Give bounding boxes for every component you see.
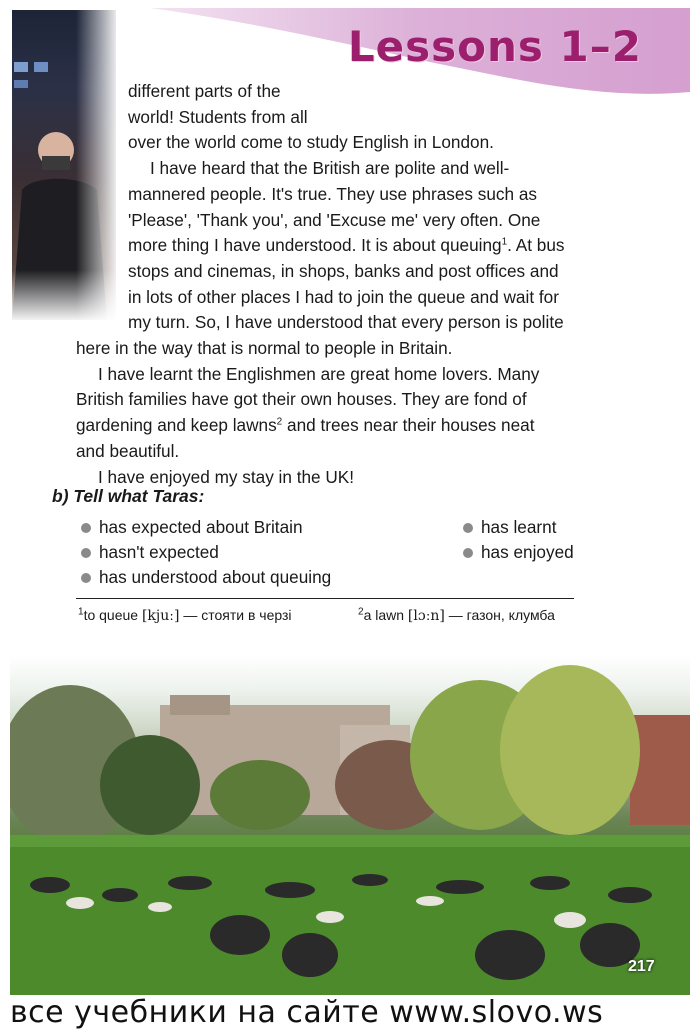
footnote-ipa: [lɔːn]	[407, 608, 445, 624]
text-span: . At bus	[507, 235, 565, 256]
text-line	[128, 233, 565, 259]
bullet-item	[81, 567, 331, 588]
text-line: I have heard that the British are polite and well-	[150, 158, 510, 179]
text-line	[76, 413, 539, 439]
bullet-text: has expected about Britain	[99, 517, 303, 537]
lesson-title: Lessons 1–2	[347, 22, 642, 71]
text-block-top	[128, 79, 565, 336]
footnote-translation: — газон, клумба	[448, 607, 555, 623]
text-line: I have learnt the Englishmen are great home lovers. Many	[98, 363, 540, 384]
text-line: stops and cinemas, in shops, banks and post offices and	[128, 260, 559, 281]
text-line: and beautiful.	[76, 440, 180, 461]
footnote-word: to queue	[83, 607, 139, 623]
bullet-text: has understood about queuing	[99, 567, 332, 587]
text-line: different parts of the	[128, 81, 281, 101]
text-span: more thing I have understood. It is about queuing	[128, 235, 502, 256]
footnote-ref: 2	[276, 416, 283, 428]
footnote-word: a lawn	[363, 607, 405, 623]
text-line: mannered people. It's true. They use phrases such as	[128, 183, 538, 204]
bullet-item	[463, 542, 574, 563]
bullet-text: hasn't expected	[99, 542, 219, 562]
text-line: here in the way that is normal to people in Britain.	[76, 338, 453, 358]
bullet-item	[463, 517, 556, 538]
text-block-bottom	[76, 336, 539, 490]
text-line: in lots of other places I had to join the queue and wait for	[128, 286, 559, 307]
footnote-2	[358, 607, 555, 624]
bullet-dot-icon	[463, 523, 473, 533]
text-line: 'Please', 'Thank you', and 'Excuse me' very often. One	[128, 209, 541, 230]
task-heading: b) Tell what Taras:	[52, 486, 205, 506]
footnote-mark: 1	[78, 606, 84, 618]
footnote-ref: 1	[501, 236, 508, 248]
bullet-item	[81, 517, 303, 538]
park-photo	[10, 655, 690, 995]
bullet-text: has enjoyed	[481, 542, 574, 562]
bullet-dot-icon	[81, 523, 91, 533]
text-line: over the world come to study English in London.	[128, 132, 494, 153]
footnote-divider	[76, 598, 574, 599]
bullet-item	[81, 542, 219, 563]
footnote-ipa: [kjuː]	[141, 608, 180, 624]
footnote-1	[78, 607, 292, 624]
text-line: world! Students from all	[128, 106, 308, 127]
bullet-dot-icon	[81, 548, 91, 558]
footnote-mark: 2	[358, 606, 364, 618]
site-watermark: все учебники на сайте www.slovo.ws	[10, 995, 604, 1030]
text-line: British families have got their own houses. They are fond of	[76, 389, 527, 410]
text-span: gardening and keep lawns	[76, 415, 277, 436]
text-line: my turn. So, I have understood that every person is polite	[128, 312, 564, 333]
footnote-translation: — стояти в черзі	[183, 607, 292, 623]
page-number: 217	[628, 958, 655, 975]
bullet-dot-icon	[463, 548, 473, 558]
tourist-photo	[12, 10, 116, 320]
text-line: I have enjoyed my stay in the UK!	[98, 466, 355, 487]
text-span: and trees near their houses neat	[282, 415, 535, 436]
bullet-text: has learnt	[481, 517, 557, 537]
bullet-dot-icon	[81, 573, 91, 583]
